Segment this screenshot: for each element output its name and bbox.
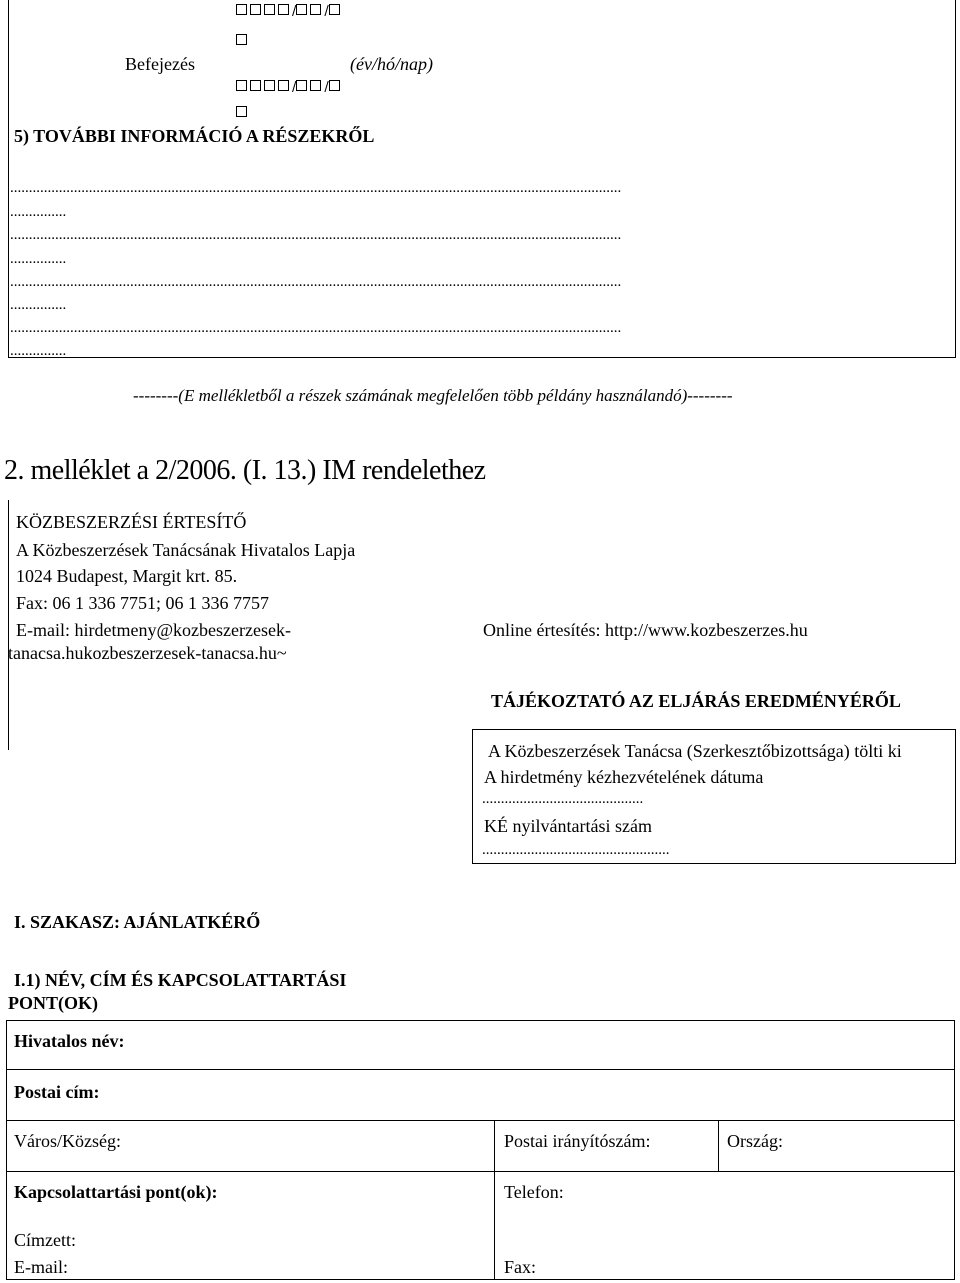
contact-form-table <box>6 1020 955 1280</box>
publisher-email-line1: E-mail: hirdetmeny@kozbeszerzesek- <box>16 620 291 640</box>
col-divider-1 <box>494 1120 495 1280</box>
finish-label: Befejezés <box>125 54 195 74</box>
registry-dots: .................................................. <box>482 842 670 858</box>
official-name-label: Hivatalos név: <box>14 1031 125 1051</box>
phone-label: Telefon: <box>504 1182 564 1202</box>
fax-label: Fax: <box>504 1257 537 1277</box>
section5-title: 5) TOVÁBBI INFORMÁCIÓ A RÉSZEKRŐL <box>14 126 375 146</box>
addressee-label: Címzett: <box>14 1230 76 1250</box>
dots-line-6: ............... <box>10 298 67 313</box>
publisher-fax: Fax: 06 1 336 7751; 06 1 336 7757 <box>16 593 270 613</box>
dots-line-1: ................................................................................................................................................................... <box>10 181 622 196</box>
annex-title: 2. melléklet a 2/2006. (I. 13.) IM rendelethez <box>4 455 486 486</box>
country-label: Ország: <box>727 1131 783 1151</box>
dots-line-7: ................................................................................................................................................................... <box>10 321 622 336</box>
publisher-address: 1024 Budapest, Margit krt. 85. <box>16 566 238 586</box>
publisher-email-line2: tanacsa.hukozbeszerzesek-tanacsa.hu~ <box>8 643 287 663</box>
date-format-label: (év/hó/nap) <box>350 54 433 74</box>
date-box-row1: / / <box>236 4 343 19</box>
date-box-row2: / / <box>236 80 343 95</box>
date-box-row1b <box>236 32 250 50</box>
top-box-bottom-border <box>8 357 956 358</box>
notice-title: TÁJÉKOZTATÓ AZ ELJÁRÁS EREDMÉNYÉRŐL <box>491 691 901 711</box>
row-divider-1 <box>6 1069 955 1070</box>
dots-line-8: ............... <box>10 344 67 359</box>
top-box-left-border <box>8 0 9 357</box>
section-I-title: I. SZAKASZ: AJÁNLATKÉRŐ <box>14 912 261 932</box>
publisher-left-border <box>8 500 9 750</box>
contact-point-label: Kapcsolattartási pont(ok): <box>14 1182 218 1202</box>
postal-code-label: Postai irányítószám: <box>504 1131 651 1151</box>
section-I-1-title-line1: I.1) NÉV, CÍM ÉS KAPCSOLATTARTÁSI <box>14 970 347 990</box>
row-divider-3 <box>6 1171 955 1172</box>
date-box-row2b <box>236 104 250 122</box>
publisher-online: Online értesítés: http://www.kozbeszerzes.hu <box>483 620 808 640</box>
row-divider-2 <box>6 1120 955 1121</box>
publisher-subtitle: A Közbeszerzések Tanácsának Hivatalos Lapja <box>16 540 356 560</box>
receipt-date-label: A hirdetmény kézhezvételének dátuma <box>484 767 764 787</box>
dots-line-2: ............... <box>10 205 67 220</box>
top-box-right-border <box>955 0 956 357</box>
dots-line-3: ................................................................................................................................................................... <box>10 228 622 243</box>
copies-note: --------(E mellékletből a részek számának megfelelően több példány használandó)-------- <box>133 386 733 405</box>
section-I-1-title-line2: PONT(OK) <box>8 993 98 1013</box>
city-label: Város/Község: <box>14 1131 121 1151</box>
registry-label: KÉ nyilvántartási szám <box>484 816 652 836</box>
receipt-date-dots: ........................................... <box>482 791 644 807</box>
postal-address-label: Postai cím: <box>14 1082 100 1102</box>
email-label: E-mail: <box>14 1257 68 1277</box>
council-box-header: A Közbeszerzések Tanácsa (Szerkesztőbizottsága) tölti ki <box>488 741 902 761</box>
col-divider-2 <box>718 1120 719 1171</box>
publisher-name: KÖZBESZERZÉSI ÉRTESÍTŐ <box>16 512 247 532</box>
dots-line-4: ............... <box>10 252 67 267</box>
dots-line-5: ................................................................................................................................................................... <box>10 275 622 290</box>
